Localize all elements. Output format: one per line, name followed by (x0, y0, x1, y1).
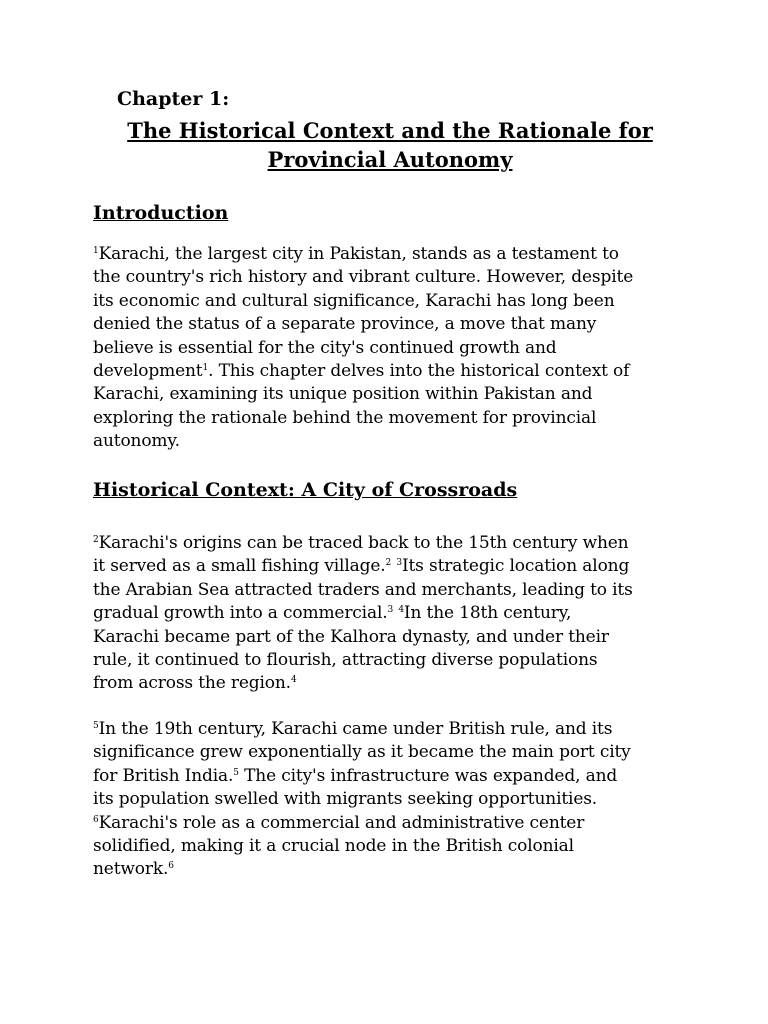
paragraph-marker: 4 (398, 605, 404, 616)
historical-paragraph-1: $^2$Karachi's origins can be traced back to the 15th century when it served as a small fishing village.$^2$ $^3$Its strategic location along the Arabian Sea attracted traders and merchants, leading to its gradual growth into a commercial.$^3$ $^4$In the 18th century, Karachi became part of the Kalhora dynasty, and under their rule, it continued to flourish, attracting diverse populations from across the region.$^4$ (93, 533, 633, 694)
chapter-title-line-2: Provincial Autonomy (267, 147, 513, 172)
paragraph-marker: 3 (396, 558, 402, 569)
introduction-paragraph: $^1$Karachi, the largest city in Pakistan, stands as a testament to the country's rich history and vibrant culture. However, despite its economic and cultural significance, Karachi has long been denied the status of a separate province, a move that many believe is essential for the city's continued growth and development$^1$. This chapter delves into the historical context of Karachi, examining its unique position within Pakistan and exploring the rationale behind the movement for provincial autonomy. (93, 244, 634, 452)
footnote-ref[interactable]: 3 (387, 605, 394, 616)
historical-context-heading: Historical Context: A City of Crossroads (93, 479, 518, 501)
footnote-ref[interactable]: 6 (168, 861, 174, 872)
chapter-title-line-1: The Historical Context and the Rationale for (127, 118, 653, 143)
footnote-ref[interactable]: 4 (290, 675, 297, 686)
paragraph-marker: 1 (93, 246, 99, 256)
chapter-label: Chapter 1: (117, 88, 230, 110)
introduction-heading: Introduction (93, 202, 229, 224)
footnote-ref[interactable]: 5 (233, 767, 239, 778)
chapter-title (90, 116, 690, 174)
historical-paragraph-2: $^5$In the 19th century, Karachi came under British rule, and its significance grew exponentially as it became the main port city for British India.$^5$ The city's infrastructure was expanded, and its population swelled with migrants seeking opportunities. $^6$Karachi's role as a commercial and administrative center solidified, making it a crucial node in the British colonial network.$^6$ (93, 719, 631, 880)
footnote-ref[interactable]: 2 (385, 558, 392, 569)
paragraph-marker: 2 (93, 535, 99, 545)
footnote-ref[interactable]: 1 (202, 363, 209, 374)
paragraph-marker: 5 (93, 721, 99, 731)
paragraph-marker: 6 (93, 814, 99, 825)
